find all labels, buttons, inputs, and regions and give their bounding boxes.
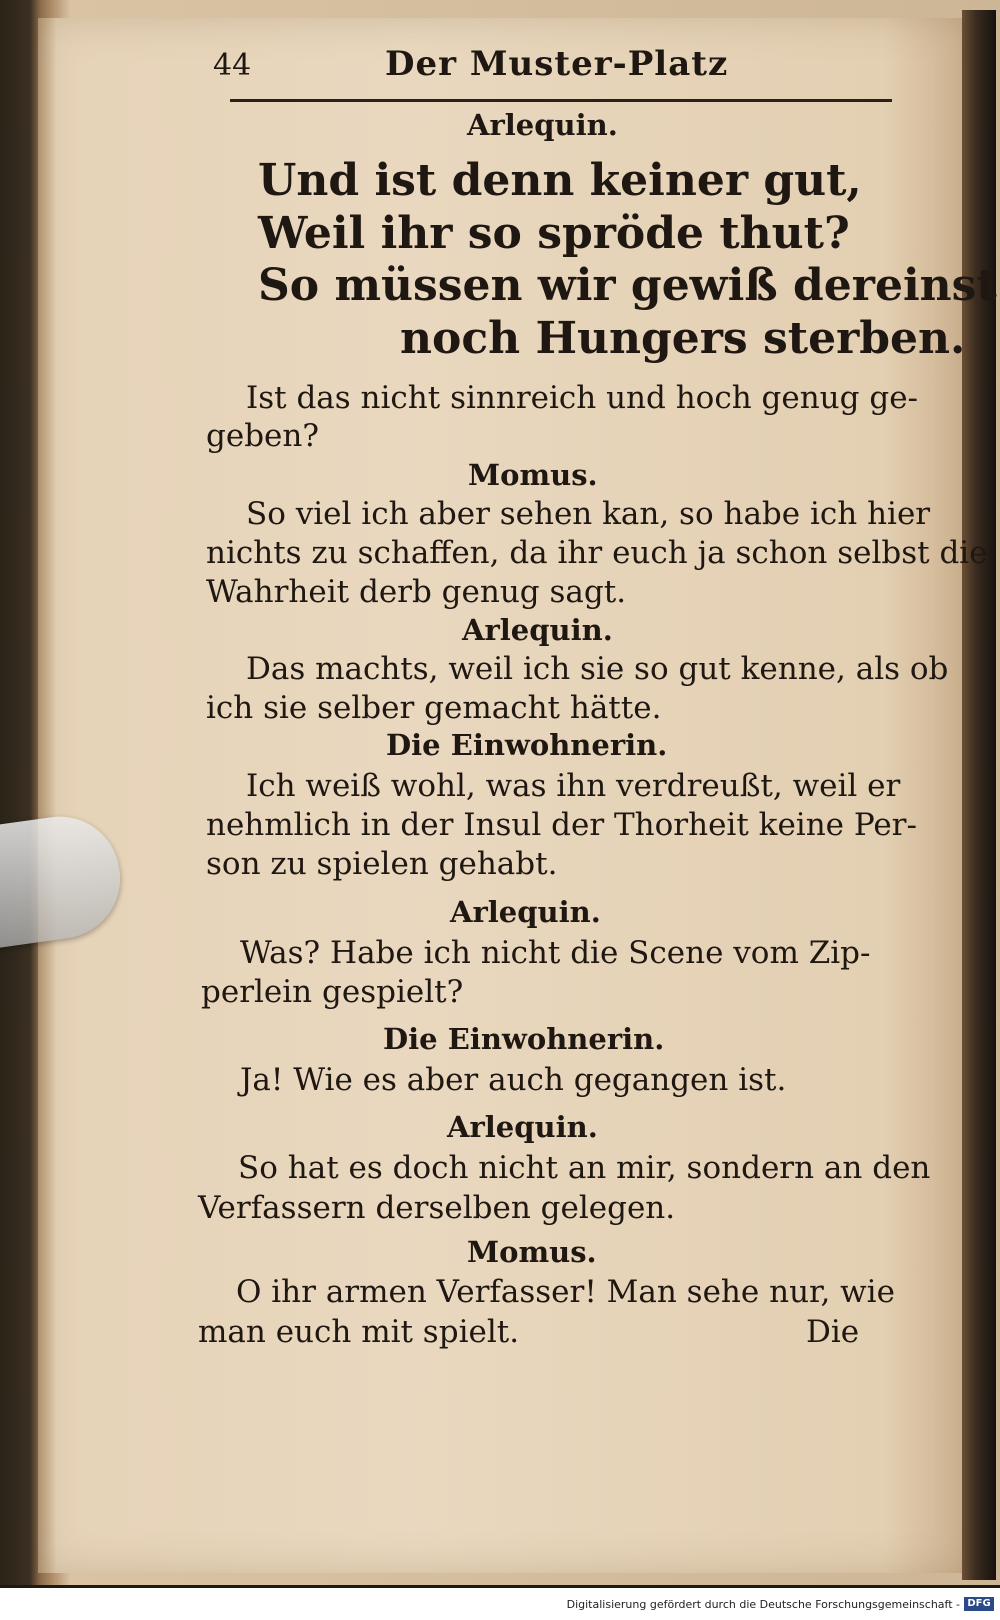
text-line: nehmlich in der Insul der Thorheit keine Per- [206, 807, 917, 843]
speaker-name: Die Einwohnerin. [383, 1022, 665, 1056]
speaker-name: Arlequin. [462, 613, 613, 647]
digitization-credit: Digitalisierung gefördert durch die Deutsche Forschungsgemeinschaft - [566, 1598, 960, 1611]
speaker-name: Arlequin. [450, 895, 601, 929]
verse-line: Und ist denn keiner gut, [258, 155, 862, 206]
dfg-logo: DFG [964, 1597, 994, 1611]
text-line: O ihr armen Verfasser! Man sehe nur, wie [236, 1274, 895, 1310]
catchword: Die [806, 1314, 860, 1350]
text-line: Ja! Wie es aber auch gegangen ist. [240, 1062, 787, 1098]
text-line: So hat es doch nicht an mir, sondern an den [238, 1150, 931, 1186]
speaker-name: Momus. [468, 458, 598, 492]
text-line: son zu spielen gehabt. [206, 846, 558, 882]
page-edge [962, 10, 996, 1580]
verse-line: noch Hungers sterben. [400, 313, 966, 364]
header-rule [230, 99, 892, 102]
verse-line: Weil ihr so spröde thut? [258, 208, 850, 259]
page-number: 44 [213, 48, 252, 83]
speaker-name: Arlequin. [467, 108, 618, 142]
text-line: Wahrheit derb genug sagt. [206, 574, 627, 610]
text-line: perlein gespielt? [201, 974, 464, 1010]
running-title: Der Muster-Platz [385, 44, 729, 84]
verse-line: So müssen wir gewiß dereinst [258, 260, 997, 311]
text-line: Was? Habe ich nicht die Scene vom Zip- [240, 935, 871, 971]
text-line: man euch mit spielt. [198, 1314, 520, 1350]
text-line: ich sie selber gemacht hätte. [206, 690, 662, 726]
text-line: Ist das nicht sinnreich und hoch genug ge- [246, 380, 919, 416]
speaker-name: Die Einwohnerin. [386, 728, 668, 762]
text-line: geben? [206, 418, 319, 454]
text-line: nichts zu schaffen, da ihr euch ja schon selbst die [206, 535, 988, 571]
text-line: Verfassern derselben gelegen. [198, 1190, 676, 1226]
speaker-name: Momus. [467, 1235, 597, 1269]
text-line: Ich weiß wohl, was ihn verdreußt, weil er [246, 768, 901, 804]
speaker-name: Arlequin. [447, 1110, 598, 1144]
text-line: Das machts, weil ich sie so gut kenne, als ob [246, 651, 949, 687]
text-line: So viel ich aber sehen kan, so habe ich hier [246, 496, 931, 532]
